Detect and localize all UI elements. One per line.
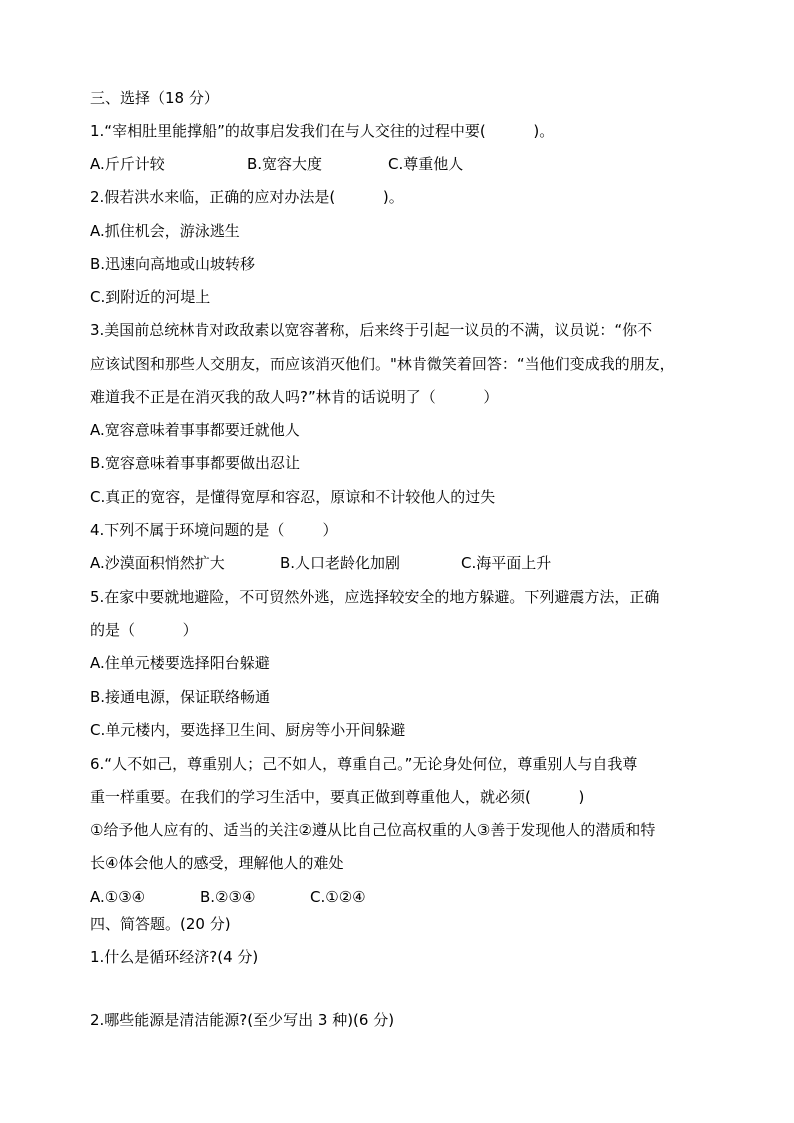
question-6-statement-line-1: ①给予他人应有的、适当的关注②遵从比自己位高权重的人③善于发现他人的潜质和特 <box>90 821 656 839</box>
question-6-options <box>90 887 490 987</box>
section-3-heading: 三、选择（18 分） <box>90 89 219 107</box>
option-b: B.宽容大度 <box>247 155 323 173</box>
question-2-stem: 2.假若洪水来临，正确的应对办法是( )。 <box>90 188 404 206</box>
option-b: B.接通电源，保证联络畅通 <box>90 688 271 706</box>
option-a: A.沙漠面积悄然扩大 <box>90 554 225 572</box>
option-a: A.①③④ <box>90 888 146 906</box>
question-5-stem-line-2: 的是（ ） <box>90 621 198 639</box>
option-a: A.斤斤计较 <box>90 155 165 173</box>
option-c: C.到附近的河堤上 <box>90 288 211 306</box>
option-c: C.海平面上升 <box>461 554 552 572</box>
question-5-stem-line-1: 5.在家中要就地避险，不可贸然外逃，应选择较安全的地方躲避。下列避震方法，正确 <box>90 588 660 606</box>
question-3-stem-line-2: 应该试图和那些人交朋友，而应该消灭他们。"林肯微笑着回答：“当他们变成我的朋友， <box>90 355 675 373</box>
option-c: C.真正的宽容，是懂得宽厚和容忍，原谅和不计较他人的过失 <box>90 488 496 506</box>
question-6-stem-line-1: 6.“人不如己，尊重别人；己不如人，尊重自己。”无论身处何位，尊重别人与自我尊 <box>90 755 638 773</box>
question-6-stem-line-2: 重一样重要。在我们的学习生活中，要真正做到尊重他人，就必须( ) <box>90 788 585 806</box>
option-b: B.迅速向高地或山坡转移 <box>90 255 256 273</box>
option-b: B.宽容意味着事事都要做出忍让 <box>90 454 301 472</box>
option-a: A.住单元楼要选择阳台躲避 <box>90 654 270 672</box>
option-c: C.①②④ <box>310 888 366 906</box>
short-answer-1: 1.什么是循环经济?(4 分) <box>90 948 259 966</box>
short-answer-2: 2.哪些能源是清洁能源?(至少写出 3 种)(6 分) <box>90 1011 395 1029</box>
section-4-heading: 四、简答题。(20 分) <box>90 915 231 933</box>
option-a: A.抓住机会，游泳逃生 <box>90 222 240 240</box>
option-c: C.尊重他人 <box>388 155 464 173</box>
question-6-statement-line-2: 长④体会他人的感受，理解他人的难处 <box>90 854 344 872</box>
question-3-stem-line-3: 难道我不正是在消灭我的敌人吗?”林肯的话说明了（ ） <box>90 388 499 406</box>
question-3-stem-line-1: 3.美国前总统林肯对政敌素以宽容著称，后来终于引起一议员的不满，议员说：“你不 <box>90 321 653 339</box>
option-a: A.宽容意味着事事都要迁就他人 <box>90 421 300 439</box>
option-c: C.单元楼内，要选择卫生间、厨房等小开间躲避 <box>90 721 406 739</box>
question-4-stem: 4.下列不属于环境问题的是（ ） <box>90 521 338 539</box>
option-b: B.人口老龄化加剧 <box>280 554 401 572</box>
option-b: B.②③④ <box>200 888 256 906</box>
question-1-stem: 1.“宰相肚里能撑船”的故事启发我们在与人交往的过程中要( )。 <box>90 122 555 140</box>
